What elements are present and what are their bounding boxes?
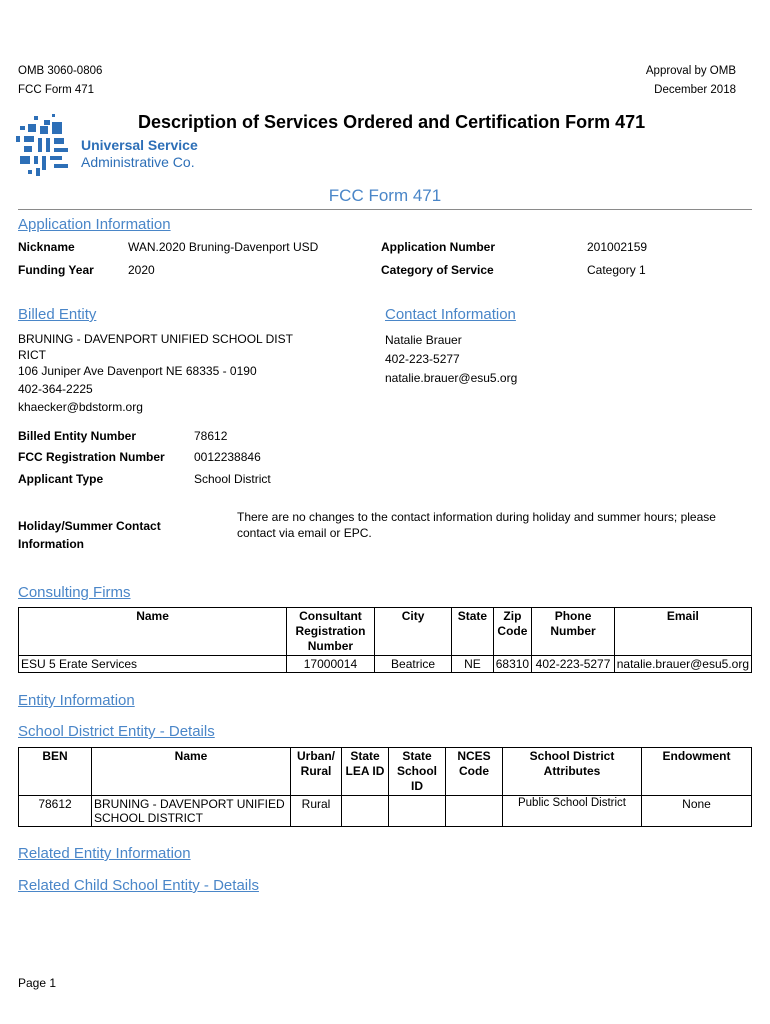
fcc-reg-label: FCC Registration Number bbox=[18, 450, 165, 464]
billed-entity-block bbox=[18, 331, 293, 415]
col-email: Email bbox=[614, 608, 751, 656]
col-zip bbox=[493, 608, 532, 656]
contact-phone: 402-223-5277 bbox=[385, 352, 460, 366]
fcc-reg-value: 0012238846 bbox=[194, 450, 261, 464]
col-attr-1: School District bbox=[529, 749, 615, 763]
col-nces-2: Code bbox=[459, 764, 489, 778]
billed-name-line1: BRUNING - DAVENPORT UNIFIED SCHOOL DIST bbox=[18, 332, 293, 346]
col-urban-1: Urban/ bbox=[296, 749, 335, 763]
holiday-label-line1: Holiday/Summer Contact bbox=[18, 519, 161, 533]
sd-ssid bbox=[389, 796, 446, 827]
col-nces-1: NCES bbox=[457, 749, 491, 763]
related-entity-heading: Related Entity Information bbox=[18, 845, 191, 862]
sd-urban: Rural bbox=[291, 796, 342, 827]
consultant-crn: 17000014 bbox=[287, 656, 375, 673]
form-title: FCC Form 471 bbox=[328, 186, 442, 205]
sd-name-line2: SCHOOL DISTRICT bbox=[94, 811, 203, 825]
school-district-table bbox=[18, 747, 752, 827]
col-lea-1: State bbox=[350, 749, 380, 763]
logo-line1: Universal Service bbox=[81, 137, 198, 153]
col-attr bbox=[503, 748, 642, 796]
approval-label: Approval by OMB bbox=[645, 65, 736, 77]
app-number-value: 201002159 bbox=[587, 240, 648, 254]
col-ssid-1: State bbox=[402, 749, 432, 763]
col-ssid bbox=[389, 748, 446, 796]
sd-nces bbox=[446, 796, 503, 827]
applicant-type-value: School District bbox=[194, 472, 271, 486]
school-district-heading: School District Entity - Details bbox=[18, 723, 215, 740]
nickname-label: Nickname bbox=[18, 240, 75, 254]
col-attr-2: Attributes bbox=[543, 764, 601, 778]
contact-email[interactable]: natalie.brauer@esu5.org bbox=[385, 371, 518, 385]
col-phone-1: Phone bbox=[554, 609, 592, 623]
col-city: City bbox=[374, 608, 452, 656]
consulting-table bbox=[18, 607, 752, 673]
col-nces bbox=[446, 748, 503, 796]
header-right bbox=[646, 62, 736, 100]
applicant-type-label: Applicant Type bbox=[18, 472, 104, 486]
holiday-text-line2: contact via email or EPC. bbox=[237, 526, 372, 540]
col-ssid-2: School bbox=[396, 764, 437, 778]
col-name: Name bbox=[19, 608, 287, 656]
application-heading: Application Information bbox=[18, 216, 171, 233]
holiday-label-line2: Information bbox=[18, 537, 84, 551]
logo-line2: Administrative Co. bbox=[81, 154, 195, 170]
col-endowment: Endowment bbox=[642, 748, 752, 796]
col-urban bbox=[291, 748, 342, 796]
consultant-phone: 402-223-5277 bbox=[532, 656, 614, 673]
sd-attr: Public School District bbox=[503, 796, 642, 827]
nickname-value: WAN.2020 Bruning-Davenport USD bbox=[128, 240, 319, 254]
col-urban-2: Rural bbox=[300, 764, 332, 778]
col-ssid-3: ID bbox=[411, 779, 423, 793]
header-left bbox=[18, 62, 102, 100]
entity-info-heading: Entity Information bbox=[18, 692, 135, 709]
app-number-label: Application Number bbox=[381, 240, 496, 254]
billed-address: 106 Juniper Ave Davenport NE 68335 - 0190 bbox=[18, 364, 257, 378]
table-row bbox=[19, 656, 752, 673]
entity-number-label: Billed Entity Number bbox=[18, 429, 137, 443]
form-number: FCC Form 471 bbox=[18, 84, 95, 96]
col-crn bbox=[287, 608, 375, 656]
holiday-text-line1: There are no changes to the contact information during holiday and summer hours; please bbox=[237, 510, 716, 524]
col-zip-2: Code bbox=[497, 624, 528, 638]
sd-lea bbox=[342, 796, 389, 827]
consulting-header-row bbox=[19, 608, 752, 656]
funding-year-label: Funding Year bbox=[18, 263, 94, 277]
holiday-text bbox=[237, 509, 716, 541]
page-title: Description of Services Ordered and Certification Form 471 bbox=[138, 112, 646, 132]
col-phone bbox=[532, 608, 614, 656]
consultant-state: NE bbox=[452, 656, 493, 673]
entity-number-value: 78612 bbox=[194, 429, 228, 443]
consultant-email[interactable]: natalie.brauer@esu5.org bbox=[614, 656, 751, 673]
related-child-heading: Related Child School Entity - Details bbox=[18, 877, 259, 894]
table-row bbox=[19, 796, 752, 827]
consulting-heading: Consulting Firms bbox=[18, 584, 131, 601]
contact-heading: Contact Information bbox=[385, 306, 516, 323]
funding-year-value: 2020 bbox=[128, 263, 155, 277]
title-divider bbox=[18, 209, 752, 210]
consultant-name: ESU 5 Erate Services bbox=[19, 656, 287, 673]
school-district-header-row bbox=[19, 748, 752, 796]
billed-email[interactable]: khaecker@bdstorm.org bbox=[18, 400, 143, 414]
approval-date: December 2018 bbox=[654, 84, 736, 96]
col-zip-1: Zip bbox=[503, 609, 522, 623]
billed-name-line2: RICT bbox=[18, 348, 46, 362]
col-state: State bbox=[452, 608, 493, 656]
col-lea bbox=[342, 748, 389, 796]
col-ben: BEN bbox=[19, 748, 92, 796]
holiday-label bbox=[18, 517, 161, 553]
contact-name: Natalie Brauer bbox=[385, 333, 462, 347]
page-number: Page 1 bbox=[18, 976, 57, 990]
usac-logo-icon bbox=[14, 112, 76, 182]
billed-entity-heading: Billed Entity bbox=[18, 306, 97, 323]
sd-name bbox=[92, 796, 291, 827]
col-crn-3: Number bbox=[307, 639, 354, 653]
col-crn-1: Consultant bbox=[299, 609, 362, 623]
category-value: Category 1 bbox=[587, 263, 646, 277]
col-lea-2: LEA ID bbox=[345, 764, 385, 778]
sd-endowment: None bbox=[642, 796, 752, 827]
billed-phone: 402-364-2225 bbox=[18, 382, 93, 396]
consultant-zip: 68310 bbox=[493, 656, 532, 673]
omb-number: OMB 3060-0806 bbox=[18, 65, 103, 77]
col-sd-name: Name bbox=[92, 748, 291, 796]
contact-block bbox=[385, 331, 517, 388]
col-phone-2: Number bbox=[550, 624, 596, 638]
sd-ben: 78612 bbox=[19, 796, 92, 827]
consultant-city: Beatrice bbox=[374, 656, 452, 673]
category-label: Category of Service bbox=[381, 263, 494, 277]
sd-name-line1: BRUNING - DAVENPORT UNIFIED bbox=[94, 797, 285, 811]
col-crn-2: Registration bbox=[295, 624, 366, 638]
